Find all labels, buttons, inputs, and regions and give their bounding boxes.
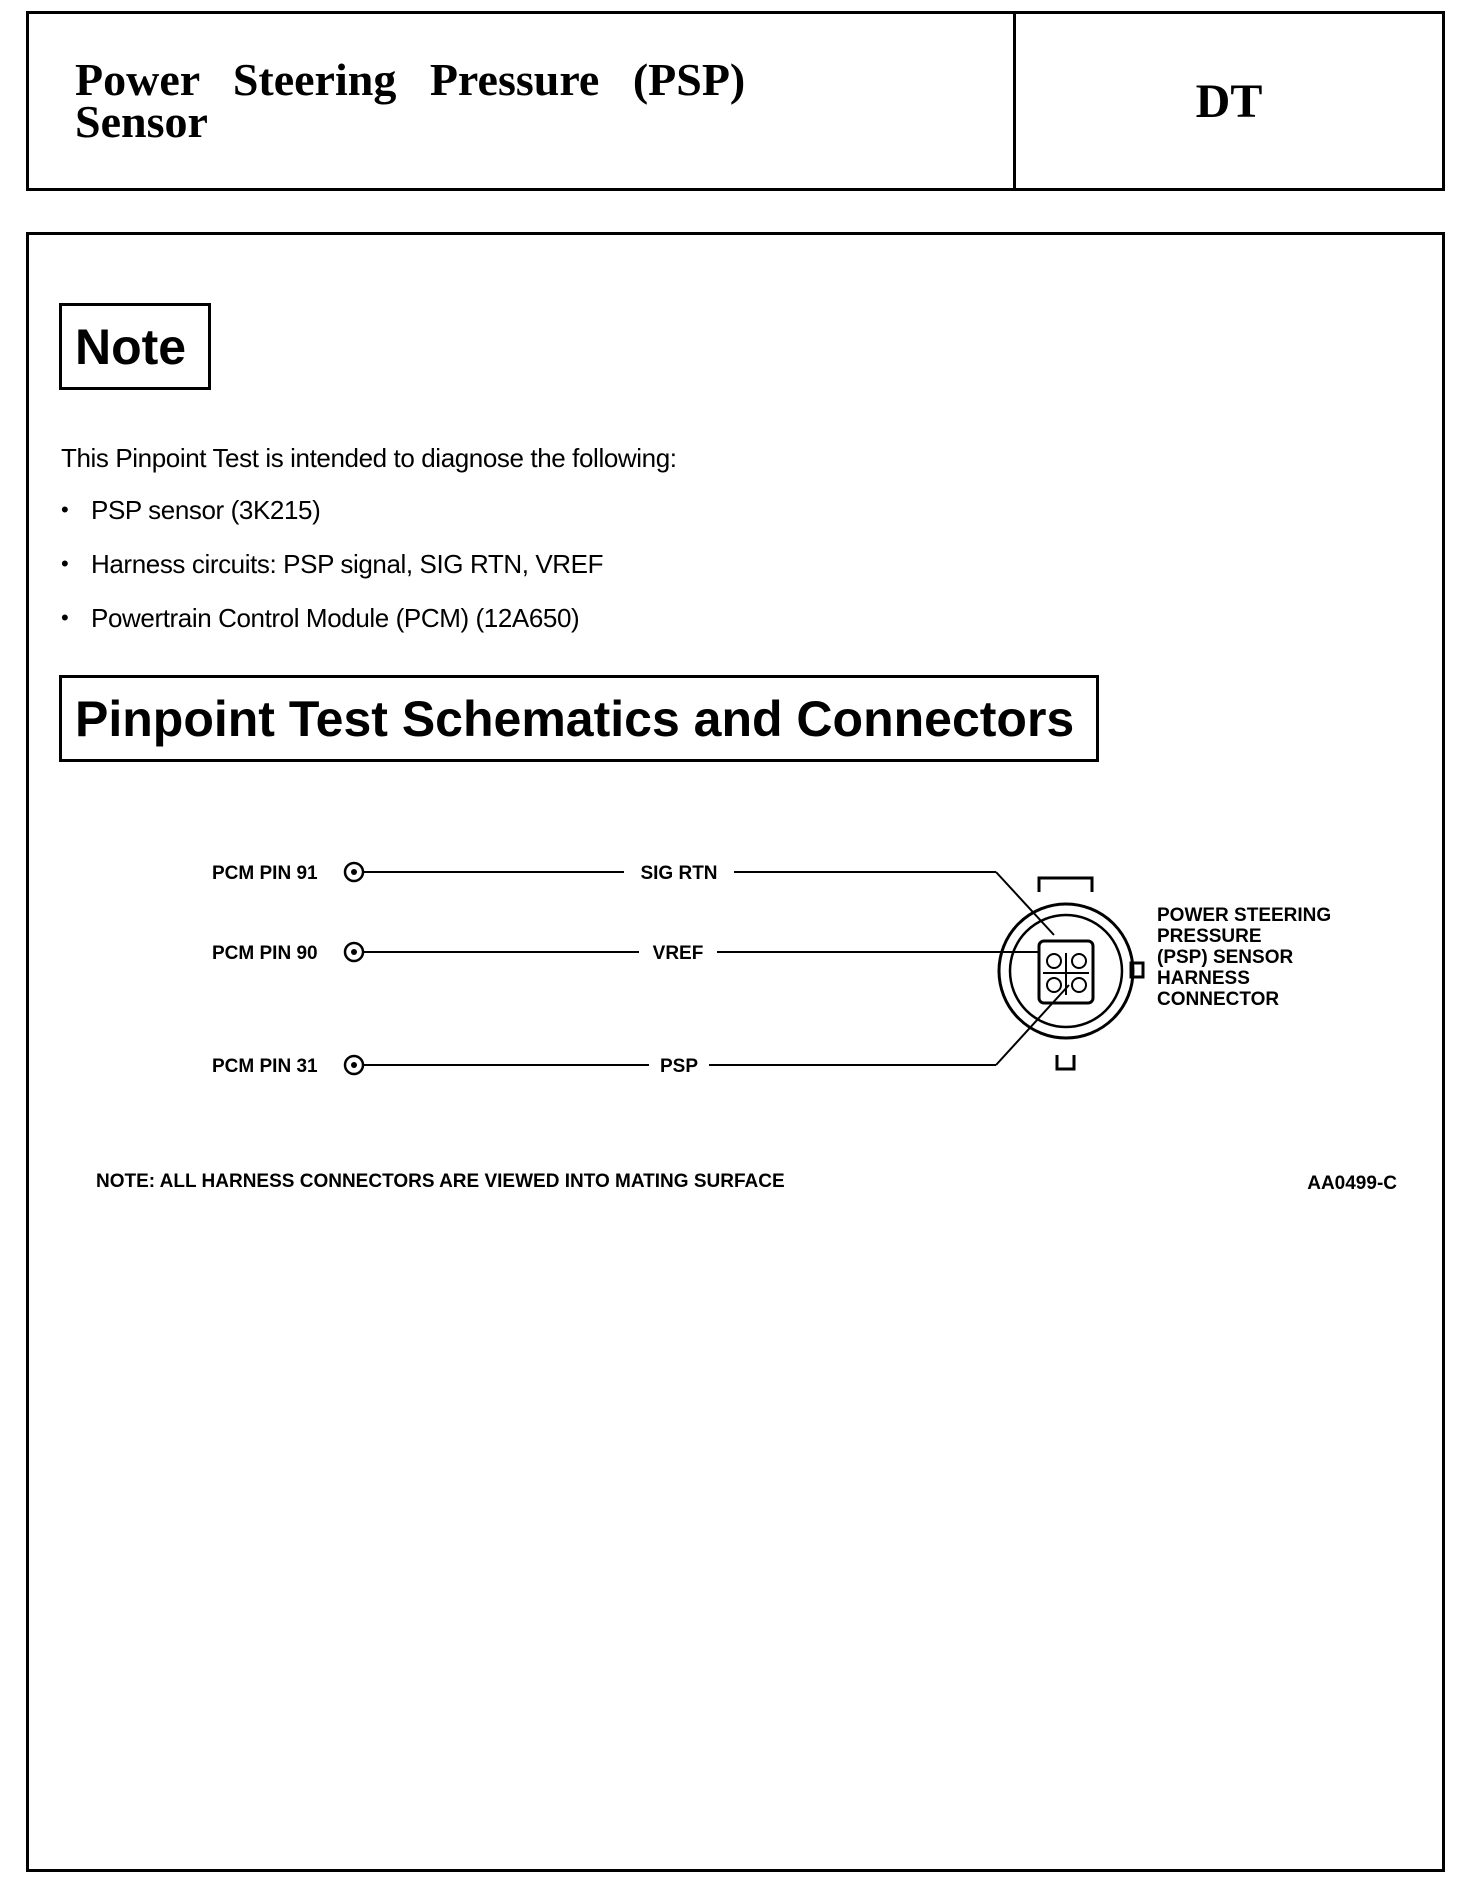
note-intro: This Pinpoint Test is intended to diagnose the following: bbox=[61, 443, 677, 473]
figure-id: AA0499-C bbox=[1307, 1173, 1397, 1194]
content-panel bbox=[26, 232, 1445, 1872]
terminal-icon bbox=[345, 863, 363, 881]
pin-label-91: PCM PIN 91 bbox=[212, 863, 318, 884]
page-header bbox=[26, 11, 1445, 191]
bullet-icon: • bbox=[61, 605, 69, 630]
terminal-icon bbox=[345, 943, 363, 961]
header-title-cell bbox=[29, 14, 1016, 188]
harness-footnote: NOTE: ALL HARNESS CONNECTORS ARE VIEWED INTO MATING SURFACE bbox=[96, 1171, 785, 1192]
list-item-text: Harness circuits: PSP signal, SIG RTN, VREF bbox=[91, 549, 604, 579]
note-heading: Note bbox=[59, 303, 211, 390]
connector-label: POWER STEERING PRESSURE (PSP) SENSOR HARNESS CONNECTOR bbox=[1157, 905, 1332, 1010]
list-item-text: Powertrain Control Module (PCM) (12A650) bbox=[91, 603, 580, 633]
circuit-label-sig-rtn: SIG RTN bbox=[640, 863, 718, 884]
wiring-schematic bbox=[29, 235, 1442, 1235]
terminal-icon bbox=[345, 1056, 363, 1074]
schematics-heading: Pinpoint Test Schematics and Connectors bbox=[59, 675, 1099, 762]
bullet-icon: • bbox=[61, 497, 69, 522]
section-code: DT bbox=[1195, 74, 1263, 128]
bullet-icon: • bbox=[61, 551, 69, 576]
header-code-cell bbox=[1016, 14, 1442, 188]
circuit-label-psp: PSP bbox=[659, 1056, 699, 1077]
pin-label-90: PCM PIN 90 bbox=[212, 943, 318, 964]
circuit-label-vref: VREF bbox=[652, 943, 704, 964]
psp-wire-diagonal bbox=[996, 985, 1069, 1065]
page-title: Power Steering Pressure (PSP) Sensor bbox=[75, 54, 746, 147]
harness-connector-icon bbox=[999, 878, 1143, 1069]
sig-rtn-wire-diagonal bbox=[996, 872, 1054, 935]
list-item-text: PSP sensor (3K215) bbox=[91, 495, 321, 525]
pin-label-31: PCM PIN 31 bbox=[212, 1056, 318, 1077]
